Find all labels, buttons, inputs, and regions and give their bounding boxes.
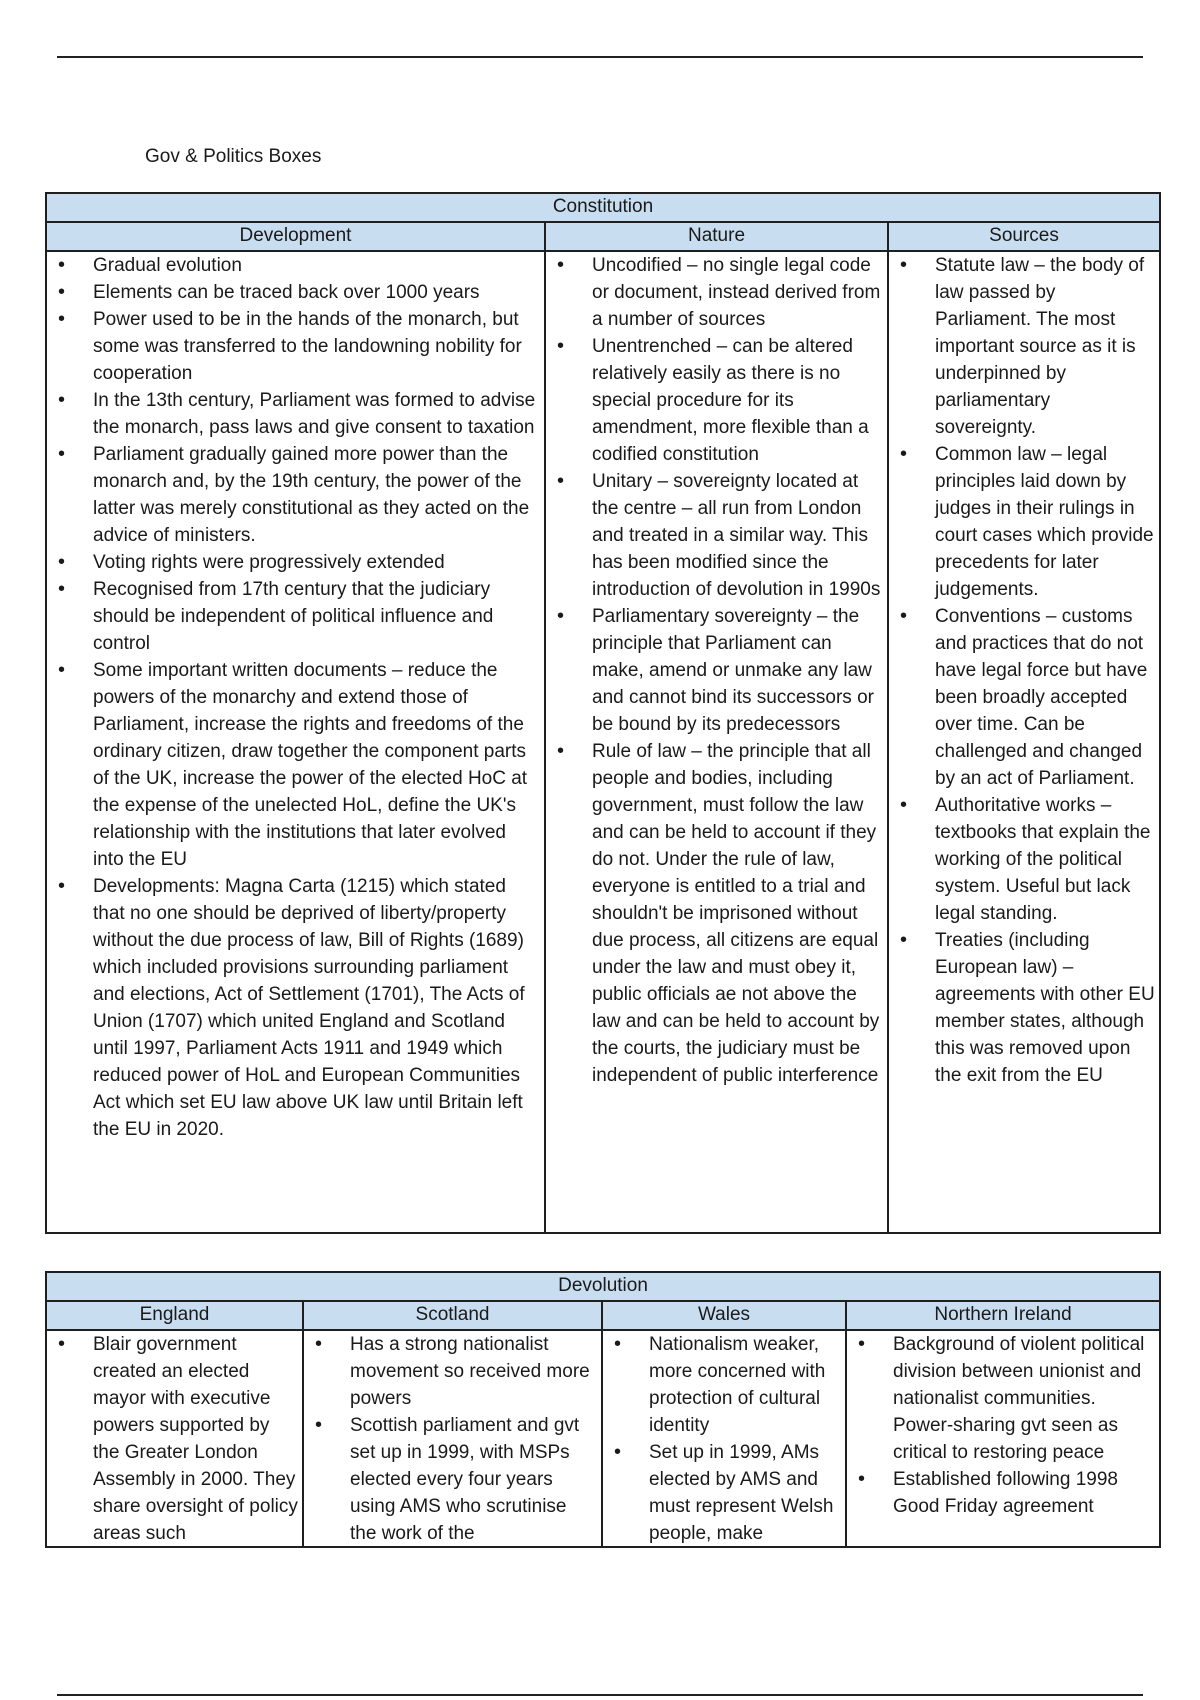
northern-ireland-cell — [846, 1330, 1160, 1547]
devolution-title: Devolution — [46, 1272, 1160, 1301]
list-item: • Parliamentary sovereignty – the principle that Parliament can make, amend or unmake any law and cannot bind its successors or be bound by its predecessors — [546, 603, 883, 738]
list-item: • Parliament gradually gained more power than the monarch and, by the 19th century, the power of the latter was merely constitutional as they acted on the advice of ministers. — [47, 441, 540, 549]
list-item: • Treaties (including European law) – agreements with other EU member states, although this was removed upon the exit from the EU — [889, 927, 1155, 1089]
list-item: • Blair government created an elected mayor with executive powers supported by the Greater London Assembly in 2000. They share oversight of policy areas such — [47, 1331, 298, 1544]
wales-cell — [602, 1330, 846, 1547]
devolution-table — [45, 1271, 1161, 1548]
list-item: • Uncodified – no single legal code or document, instead derived from a number of sources — [546, 252, 883, 333]
column-header-nature: Nature — [545, 222, 888, 251]
column-header-development: Development — [46, 222, 545, 251]
list-item: • Conventions – customs and practices that do not have legal force but have been broadly accepted over time. Can be challenged and changed by an act of Parliament. — [889, 603, 1155, 792]
list-item: • Elements can be traced back over 1000 years — [47, 279, 540, 306]
list-item: • Set up in 1999, AMs elected by AMS and must represent Welsh people, make — [603, 1439, 841, 1544]
list-item: • Unitary – sovereignty located at the centre – all run from London and treated in a similar way. This has been modified since the introduction of devolution in 1990s — [546, 468, 883, 603]
list-item: • Some important written documents – reduce the powers of the monarchy and extend those of Parliament, increase the rights and freedoms of the ordinary citizen, draw together the component parts of the UK, increase the power of the elected HoC at the expense of the unelected HoL, define the UK's relationship with the institutions that later evolved into the EU — [47, 657, 540, 873]
list-item: • Statute law – the body of law passed by Parliament. The most important source as it is underpinned by parliamentary sovereignty. — [889, 252, 1155, 441]
list-item: • Background of violent political division between unionist and nationalist communities. Power-sharing gvt seen as critical to restoring peace — [847, 1331, 1155, 1466]
column-header-scotland: Scotland — [303, 1301, 602, 1330]
list-item: • Voting rights were progressively extended — [47, 549, 540, 576]
england-cell — [46, 1330, 303, 1547]
list-item: • Power used to be in the hands of the monarch, but some was transferred to the landowning nobility for cooperation — [47, 306, 540, 387]
list-item: • Developments: Magna Carta (1215) which stated that no one should be deprived of liberty/property without the due process of law, Bill of Rights (1689) which included provisions surrounding parliament and elections, Act of Settlement (1701), The Acts of Union (1707) which united England and Scotland until 1997, Parliament Acts 1911 and 1949 which reduced power of HoL and European Communities Act which set EU law above UK law until Britain left the EU in 2020. — [47, 873, 540, 1143]
nature-cell — [545, 251, 888, 1233]
development-cell — [46, 251, 545, 1233]
column-header-sources: Sources — [888, 222, 1160, 251]
list-item: • Common law – legal principles laid down by judges in their rulings in court cases which provide precedents for later judgements. — [889, 441, 1155, 603]
constitution-table — [45, 192, 1161, 1234]
column-header-wales: Wales — [602, 1301, 846, 1330]
list-item: • Authoritative works – textbooks that explain the working of the political system. Useful but lack legal standing. — [889, 792, 1155, 927]
document-title: Gov & Politics Boxes — [145, 146, 322, 167]
list-item: • Has a strong nationalist movement so received more powers — [304, 1331, 597, 1412]
sources-cell — [888, 251, 1160, 1233]
footer-rule — [57, 1694, 1143, 1696]
list-item: • In the 13th century, Parliament was formed to advise the monarch, pass laws and give consent to taxation — [47, 387, 540, 441]
list-item: • Scottish parliament and gvt set up in 1999, with MSPs elected every four years using AMS who scrutinise the work of the — [304, 1412, 597, 1544]
list-item: • Established following 1998 Good Friday agreement — [847, 1466, 1155, 1520]
column-header-northern-ireland: Northern Ireland — [846, 1301, 1160, 1330]
header-rule — [57, 56, 1143, 58]
list-item: • Nationalism weaker, more concerned with protection of cultural identity — [603, 1331, 841, 1439]
list-item: • Unentrenched – can be altered relatively easily as there is no special procedure for its amendment, more flexible than a codified constitution — [546, 333, 883, 468]
column-header-england: England — [46, 1301, 303, 1330]
list-item: • Recognised from 17th century that the judiciary should be independent of political influence and control — [47, 576, 540, 657]
constitution-title: Constitution — [46, 193, 1160, 222]
scotland-cell — [303, 1330, 602, 1547]
list-item: • Gradual evolution — [47, 252, 540, 279]
list-item: • Rule of law – the principle that all people and bodies, including government, must follow the law and can be held to account if they do not. Under the rule of law, everyone is entitled to a trial and shouldn't be imprisoned without due process, all citizens are equal under the law and must obey it, public officials ae not above the law and can be held to account by the courts, the judiciary must be independent of public interference — [546, 738, 883, 1089]
